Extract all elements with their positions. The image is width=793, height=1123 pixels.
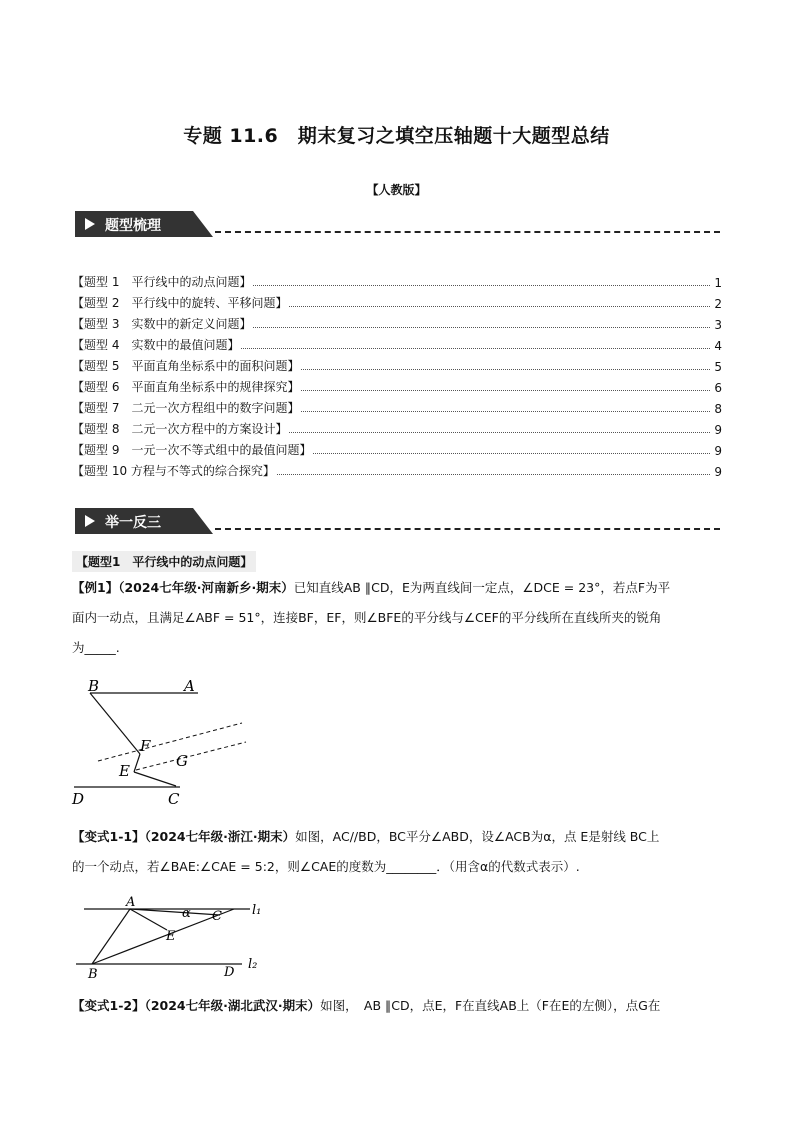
section-divider [215, 231, 720, 233]
toc-item[interactable]: 【题型 9 一元一次不等式组中的最值问题】 9 [72, 443, 722, 458]
section-title-practice: 举一反三 [105, 515, 161, 531]
example-1-text: 【例1】（2024七年级·河南新乡·期末）已知直线AB ∥CD，E为两直线间一定点，∠DCE = 23°，若点F为平 面内一动点，且满足∠ABF = 51°，连接BF，EF，则∠BFE的平分线与∠CEF的平分线所在直线所夹的锐角 为_____. [72, 580, 671, 655]
question-type-heading: 【题型1 平行线中的动点问题】 [72, 551, 256, 572]
label-l1: l₁ [252, 903, 262, 918]
toc-item[interactable]: 【题型 10 方程与不等式的综合探究】 9 [72, 464, 722, 479]
label-G: G [176, 752, 188, 770]
label-E: E [119, 762, 130, 780]
section-header-practice [75, 508, 720, 534]
label-alpha: α [182, 906, 191, 921]
label-B: B [88, 677, 100, 695]
toc-item[interactable]: 【题型 5 平面直角坐标系中的面积问题】 5 [72, 359, 722, 374]
label-E: E [166, 929, 176, 944]
label-A: A [184, 677, 195, 695]
section-header-toc [75, 211, 720, 237]
toc-item[interactable]: 【题型 4 实数中的最值问题】 4 [72, 338, 722, 353]
label-F: F [140, 737, 151, 755]
label-C: C [212, 909, 222, 924]
table-of-contents [72, 269, 722, 479]
section-title-toc: 题型梳理 [105, 218, 161, 234]
variant-1-1-text: 【变式1-1】（2024七年级·浙江·期末）如图，AC//BD，BC平分∠ABD，设∠ACB为α，点 E是射线 BC上 的一个动点，若∠BAE:∠CAE = 5:2，则∠CAE的度数为________．（用含α的代数式表示）. [72, 829, 660, 874]
section-divider [215, 528, 720, 530]
toc-item[interactable]: 【题型 7 二元一次方程组中的数字问题】 8 [72, 401, 722, 416]
label-A: A [126, 895, 136, 910]
toc-item[interactable]: 【题型 6 平面直角坐标系中的规律探究】 6 [72, 380, 722, 395]
figure-1-diagram [70, 676, 255, 811]
label-C: C [168, 790, 180, 808]
variant-1-2-text: 【变式1-2】（2024七年级·湖北武汉·期末）如图， AB ∥CD，点E，F在直线AB上（F在E的左侧），点G在 [72, 998, 661, 1013]
toc-item[interactable]: 【题型 8 二元一次方程中的方案设计】 9 [72, 422, 722, 437]
label-D: D [72, 790, 85, 808]
toc-item[interactable]: 【题型 2 平行线中的旋转、平移问题】 2 [72, 296, 722, 311]
label-B: B [88, 967, 98, 982]
toc-item[interactable]: 【题型 1 平行线中的动点问题】 1 [72, 275, 722, 290]
figure-2-diagram [70, 892, 270, 982]
label-D: D [224, 965, 235, 980]
label-l2: l₂ [248, 957, 258, 972]
toc-item[interactable]: 【题型 3 实数中的新定义问题】 3 [72, 317, 722, 332]
edition-label: 【人教版】 [366, 183, 427, 197]
page-title: 专题 11.6 期末复习之填空压轴题十大题型总结 [183, 125, 610, 147]
